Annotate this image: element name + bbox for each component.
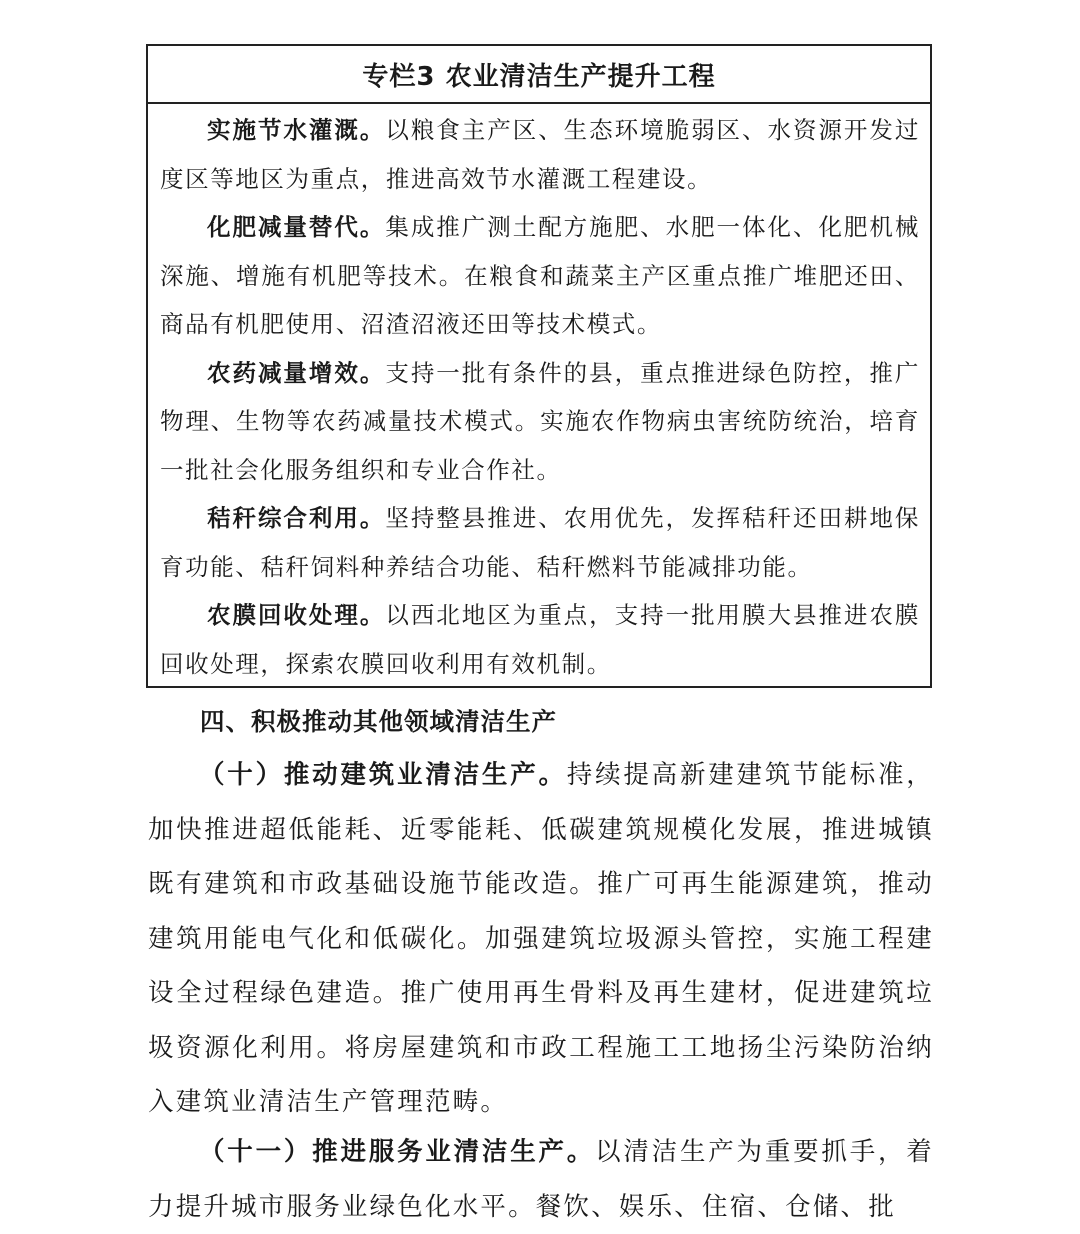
paragraph-text: 持续提高新建建筑节能标准，加快推进超低能耗、近零能耗、低碳建筑规模化发展，推进城镇既有建筑和市政基础设施节能改造。推广可再生能源建筑，推动建筑用能电气化和低碳化。加强建筑垃圾源头管控，实施工程建设全过程绿色建造。推广使用再生骨料及再生建材，促进建筑垃圾资源化利用。将房屋建筑和市政工程施工工地扬尘污染防治纳入建筑业清洁生产管理范畴。 [148, 760, 934, 1117]
column-item-text: 支持一批有条件的县，重点推进绿色防控，推广物理、生物等农药减量技术模式。实施农作物病虫害统防统治，培育一批社会化服务组织和专业合作社。 [160, 358, 920, 484]
column-box [146, 44, 932, 688]
column-item-text: 集成推广测土配方施肥、水肥一体化、化肥机械深施、增施有机肥等技术。在粮食和蔬菜主产区重点推广堆肥还田、商品有机肥使用、沼渣沼液还田等技术模式。 [160, 213, 920, 338]
column-item-pesticide [160, 349, 920, 495]
column-item-straw [160, 494, 920, 591]
column-item-text: 以粮食主产区、生态环境脆弱区、水资源开发过度区等地区为重点，推进高效节水灌溉工程建设。 [160, 116, 920, 193]
column-item-fertilizer [160, 203, 920, 349]
paragraph-construction [148, 748, 934, 1130]
column-item-lead: 化肥减量替代。 [207, 213, 386, 241]
paragraph-text: 以清洁生产为重要抓手，着力提升城市服务业绿色化水平。餐饮、娱乐、住宿、仓储、批 [148, 1137, 934, 1222]
paragraph-lead: （十）推动建筑业清洁生产。 [199, 760, 567, 790]
column-item-lead: 农膜回收处理。 [207, 601, 386, 629]
column-item-lead: 农药减量增效。 [207, 358, 386, 387]
column-item-mulch-film [160, 591, 920, 688]
column-item-lead: 秸秆综合利用。 [207, 504, 386, 532]
column-box-title: 专栏3 农业清洁生产提升工程 [148, 46, 930, 104]
column-item-text: 以西北地区为重点，支持一批用膜大县推进农膜回收处理，探索农膜回收利用有效机制。 [160, 601, 920, 678]
column-item-lead: 实施节水灌溉。 [207, 116, 386, 144]
paragraph-lead: （十一）推进服务业清洁生产。 [199, 1137, 596, 1167]
column-item-water-saving [160, 106, 920, 203]
paragraph-services [148, 1125, 934, 1234]
section-heading: 四、积极推动其他领域清洁生产 [200, 707, 557, 736]
column-item-text: 坚持整县推进、农用优先，发挥秸秆还田耕地保育功能、秸秆饲料种养结合功能、秸秆燃料节能减排功能。 [160, 504, 920, 581]
column-box-body [148, 104, 930, 688]
